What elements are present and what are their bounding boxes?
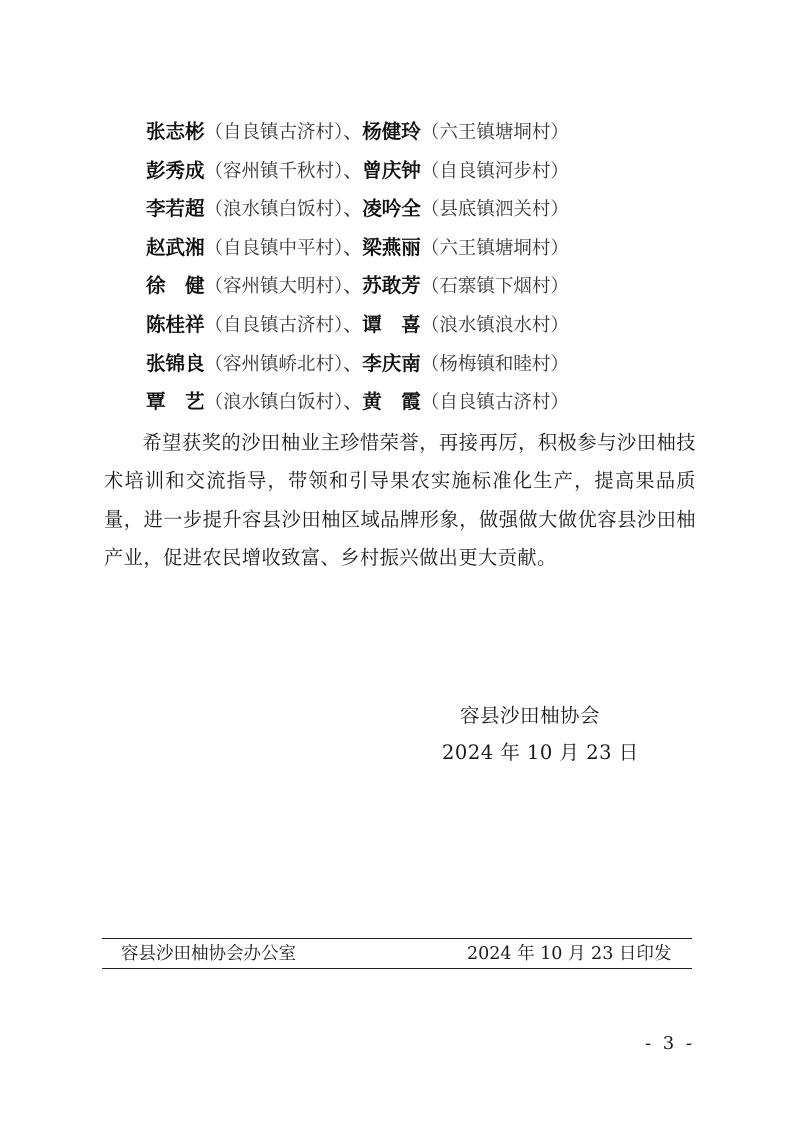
awardee-location: （杨梅镇和睦村） [420, 353, 569, 375]
awardee-location: （自良镇古济村） [204, 122, 344, 143]
name-separator: 、 [343, 275, 363, 298]
awardee-name: 张锦良 [146, 351, 205, 375]
awardee-row [146, 157, 569, 196]
signature-date: 2024 年 10 月 23 日 [442, 741, 639, 764]
awardee-name: 凌吟全 [362, 197, 421, 221]
footer-issuing-office: 容县沙田柚协会办公室 [121, 944, 296, 964]
awardee-location: （自良镇河步村） [420, 160, 569, 182]
name-separator: 、 [343, 236, 363, 259]
awardee-location: （容州镇千秋村） [204, 160, 344, 182]
awardee-name: 覃 艺 [146, 390, 205, 414]
name-separator: 、 [343, 391, 363, 414]
awardee-row [146, 311, 569, 350]
awardee-location: （石寨镇下烟村） [420, 276, 569, 298]
name-separator: 、 [343, 313, 363, 336]
awardee-location: （浪水镇浪水村） [420, 314, 569, 336]
name-separator: 、 [343, 352, 363, 375]
awardee-location: （六王镇塘垌村） [420, 237, 569, 259]
awardee-name: 苏敢芳 [362, 274, 421, 298]
awardee-name: 陈桂祥 [146, 312, 205, 336]
awardee-name: 张志彬 [146, 120, 205, 143]
awardee-row [146, 272, 569, 311]
footer-top-rule [102, 938, 692, 939]
awardee-name: 黄 霞 [362, 390, 421, 414]
awardee-name: 李庆南 [362, 351, 421, 375]
awardee-row [146, 234, 569, 273]
awardee-name: 彭秀成 [146, 158, 205, 182]
name-separator: 、 [343, 159, 363, 182]
awardee-location: （自良镇古济村） [204, 314, 344, 336]
awardee-location: （浪水镇白饭村） [204, 199, 344, 221]
awardee-name: 赵武湘 [146, 235, 205, 259]
closing-paragraph: 希望获奖的沙田柚业主珍惜荣誉，再接再厉，积极参与沙田柚技术培训和交流指导，带领和引导果农实施标准化生产，提高果品质量，进一步提升容县沙田柚区域品牌形象，做强做大做优容县沙田柚产业，促进农民增收致富、乡村振兴做出更大贡献。 [104, 431, 696, 570]
awardee-row [146, 118, 569, 157]
awardee-name: 曾庆钟 [362, 158, 421, 182]
awardee-location: （容州镇峤北村） [204, 353, 344, 375]
footer-issue-date: 2024 年 10 月 23 日印发 [467, 944, 672, 964]
footer-bottom-rule [102, 968, 692, 969]
signature-organization: 容县沙田柚协会 [460, 704, 601, 727]
awardee-location: （县底镇泗关村） [420, 199, 569, 221]
awardee-row [146, 195, 569, 234]
awardee-location: （自良镇中平村） [204, 237, 344, 259]
awardee-name: 徐 健 [146, 274, 205, 298]
awardee-row [146, 388, 569, 427]
name-separator: 、 [343, 198, 363, 221]
awardee-list [146, 118, 569, 427]
awardee-name: 谭 喜 [362, 312, 421, 336]
awardee-row [146, 350, 569, 389]
awardee-name: 梁燕丽 [362, 235, 421, 259]
awardee-location: （六王镇塘垌村） [420, 122, 569, 143]
page-number: - 3 - [645, 1033, 696, 1054]
awardee-location: （容州镇大明村） [204, 276, 344, 298]
awardee-location: （自良镇古济村） [420, 392, 569, 414]
awardee-name: 杨健玲 [362, 120, 421, 143]
awardee-name: 李若超 [146, 197, 205, 221]
awardee-location: （浪水镇白饭村） [204, 392, 344, 414]
name-separator: 、 [343, 121, 363, 143]
